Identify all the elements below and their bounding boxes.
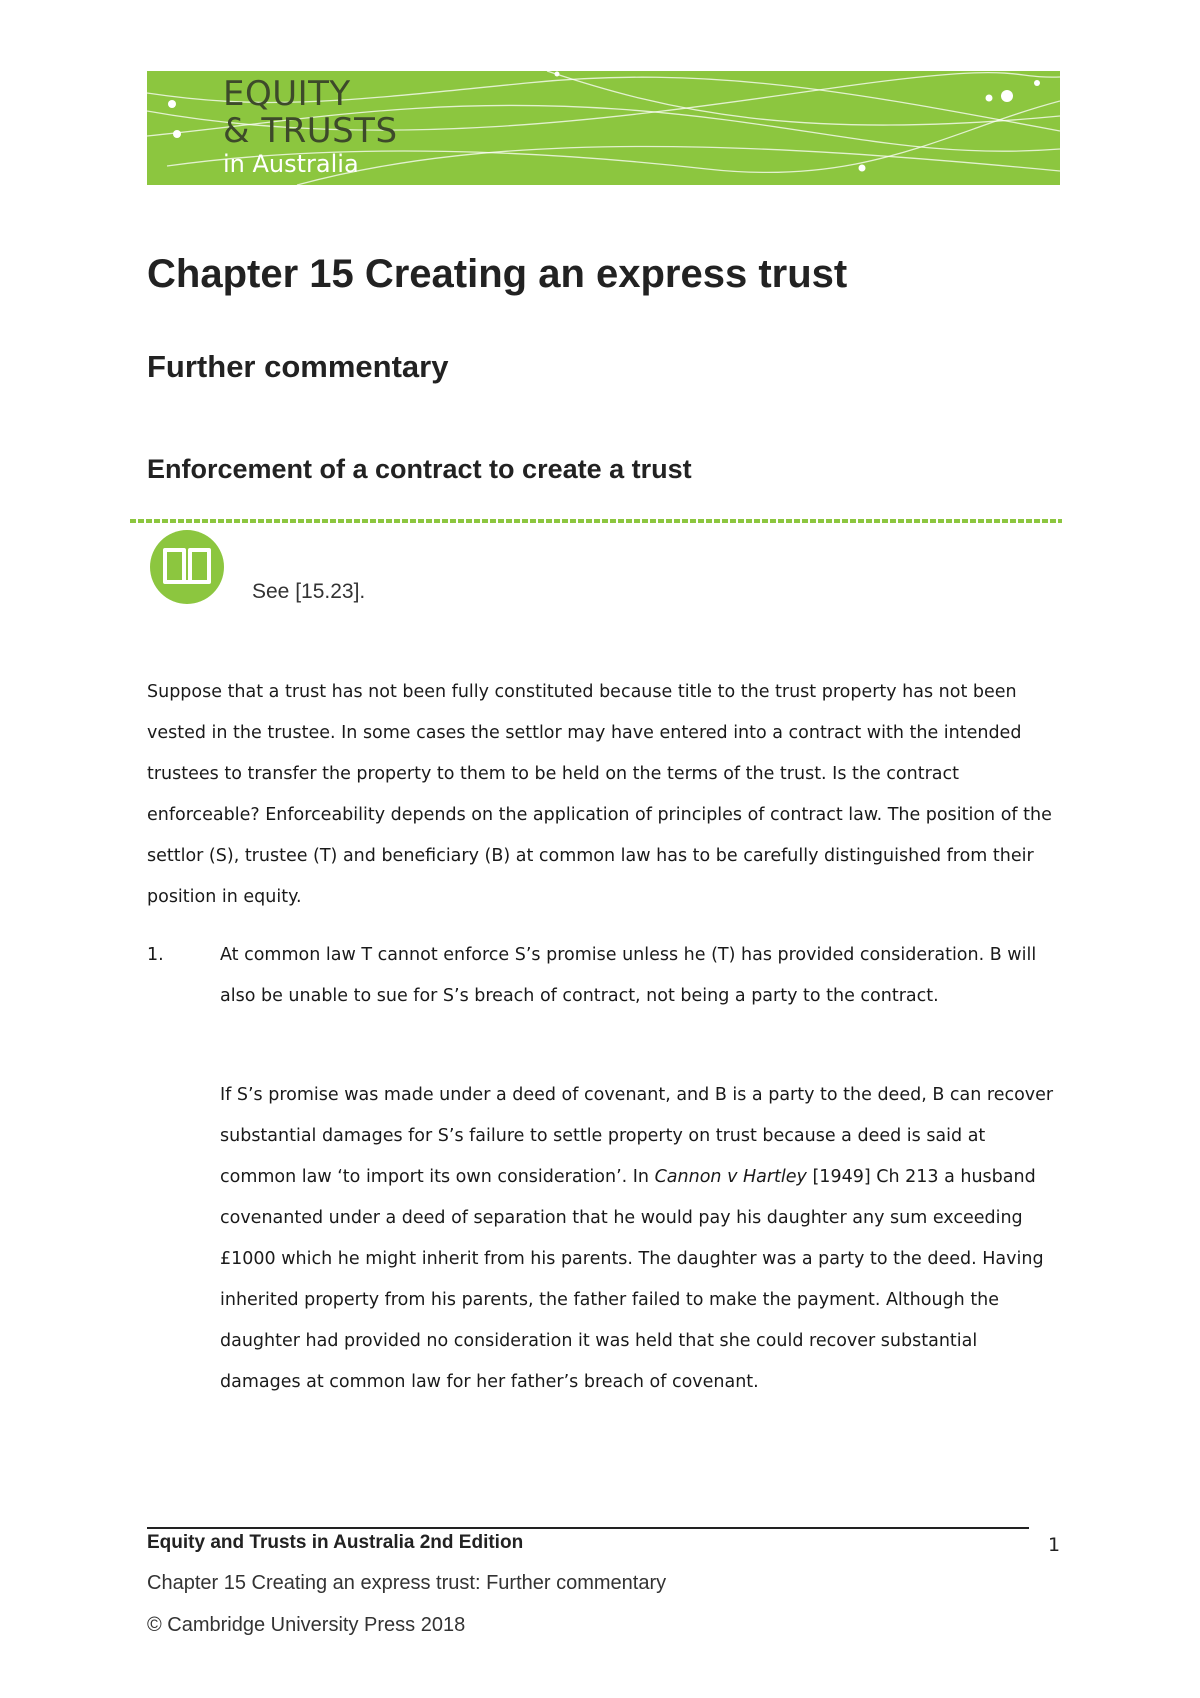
book-icon	[150, 530, 224, 604]
footer-copyright: © Cambridge University Press 2018	[147, 1614, 466, 1636]
list-item-text: At common law T cannot enforce S’s promise unless he (T) has provided consideration. B will also be unable to sue for S’s breach of contract, not being a party to the contract.	[220, 945, 1037, 1006]
paragraph-deed-of-covenant	[220, 1075, 1062, 1403]
banner-logo	[223, 74, 398, 178]
paragraph-intro: Suppose that a trust has not been fully constituted because title to the trust property has not been vested in the trustee. In some cases the settlor may have entered into a contract with the intended trustees to transfer the property to them to be held on the terms of the trust. Is the contract enforceable? Enforceability depends on the application of principles of contract law. The position of the settlor (S), trustee (T) and beneficiary (B) at common law has to be carefully distinguished from their position in equity.	[147, 682, 1052, 907]
banner-title-line1: EQUITY	[223, 74, 351, 114]
list-item	[147, 935, 1062, 1017]
see-reference: See [15.23].	[252, 580, 366, 603]
paragraph-text-after-case: [1949] Ch 213 a husband covenanted under a deed of separation that he would pay his daughter any sum exceeding £1000 which he might inherit from his parents. The daughter was a party to the deed. Having inherited property from his parents, the father failed to make the payment. Although the daughter had provided no consideration it was held that she could recover substantial damages at common law for her father’s breach of covenant.	[220, 1167, 1044, 1392]
subtitle: Further commentary	[147, 349, 449, 384]
section-divider	[130, 519, 1062, 523]
banner-title-line3: in Australia	[223, 150, 359, 178]
footer-subtitle: Chapter 15 Creating an express trust: Further commentary	[147, 1572, 667, 1594]
list-item-number: 1.	[147, 945, 164, 965]
case-name: Cannon v Hartley	[654, 1167, 807, 1187]
section-heading: Enforcement of a contract to create a trust	[147, 454, 692, 484]
header-banner	[147, 71, 1060, 185]
paragraph-text-before-case: If S’s promise was made under a deed of covenant, and B is a party to the deed, B can recover substantial damages for S’s failure to settle property on trust because a deed is said at common law ‘to import its own consideration’. In	[220, 1085, 1054, 1187]
chapter-title: Chapter 15 Creating an express trust	[147, 252, 848, 296]
banner-title-line2: & TRUSTS	[223, 111, 398, 151]
page-number: 1	[1048, 1534, 1061, 1556]
footer-rule	[147, 1527, 1029, 1529]
footer-title: Equity and Trusts in Australia 2nd Edition	[147, 1532, 524, 1553]
